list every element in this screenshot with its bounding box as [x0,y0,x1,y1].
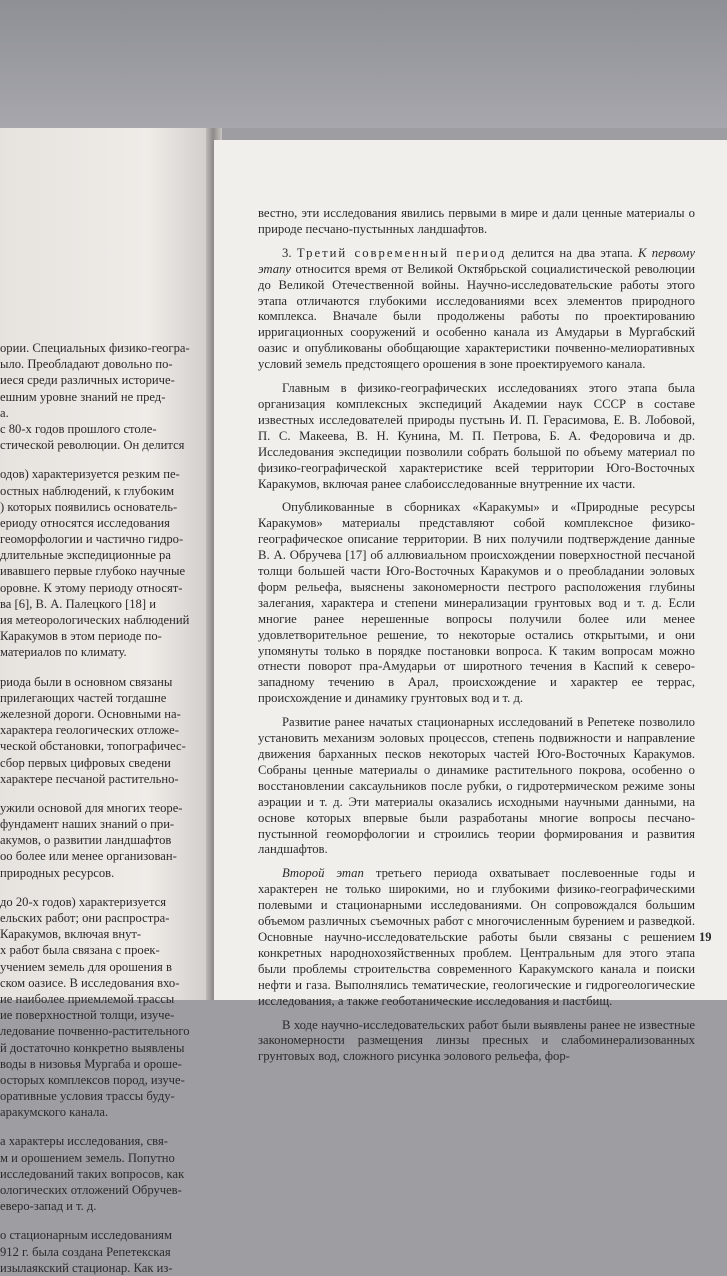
paragraph-gap [0,1214,200,1227]
paragraph-repetek-station: Развитие ранее начатых стационарных исследований в Репетеке позволило установить механизм эоловых процессов, степень подвижности и направление движения барханных песков некоторых частей Юго-Восточных Каракумов. Собраны ценные материалы о динамике растительного покрова, особенно о восстановлении саксаульников после рубки, о гидротермическом режиме зоны аэрации и т. д. Эти материалы оказались исходными научными данными, на основе которых впервые были разработаны многие вопросы песчано-пустынной геоморфологии и строились теории формирования и развития ландшафтов. [258,715,695,857]
left-page-line: х работ была связана с проек- [0,943,160,958]
left-page-line: исследований таких вопросов, как [0,1166,185,1181]
page-number: 19 [699,930,712,944]
right-page [214,140,727,1064]
paragraph-intro: вестно, эти исследования явились первыми в мире и дали ценные материалы о природе песчано-пустынных ландшафтов. [258,206,695,236]
left-page-line: ) которых появились основатель- [0,499,178,514]
third-period-number: 3. [282,245,297,260]
second-stage-text: третьего периода охватывает послевоенные годы и характерен не только широкими, но и глубокими физико-географическими полевыми и стационарными исследованиями. Он сопровождался большим объемом различных съемочных работ с многочисленным бурением и разведкой. Основные научно-исследовательские работы были связаны с решением конкретных народнохозяйственных проблем. Центральным для этого этапа были проблемы строительства современного Каракумского канала и поиски нефти и газа. Выполнялись тематические, геологические и гидрогеологические исследования, а также геоботанические исследования и пастбищ. [258,866,695,1008]
left-page-line: учением земель для орошения в [0,959,172,974]
left-page-line: м и орошением земель. Попутно [0,1150,175,1165]
left-page-line: воды в низовья Мургаба и ороше- [0,1056,182,1071]
paragraph-gap [0,881,200,894]
left-page-line: ледование почвенно-растительного [0,1024,190,1039]
left-page-line: ужили основой для многих теоре- [0,800,183,815]
left-page-line: а. [0,405,9,420]
left-page-line: ериоду относятся исследования [0,515,170,530]
left-page-line: до 20-х годов) характеризуется [0,894,167,909]
paragraph-research-results: В ходе научно-исследовательских работ были выявлены ранее не известные закономерности размещения линзы пресных и слабоминерализованных грунтовых вод, сложного рисунка эолового рельефа, фор- [258,1017,695,1064]
left-page-line: фундамент наших знаний о при- [0,817,175,832]
second-stage-label: Второй этап [282,866,364,881]
paragraph-gap [0,661,200,674]
left-page-line: риода были в основном связаны [0,674,173,689]
left-page-line: железной дороги. Основными на- [0,706,181,721]
left-page-line: оо более или менее организован- [0,849,177,864]
left-page-line: характере песчаной растительно- [0,771,179,786]
left-page-line: й достаточно конкретно выявлены [0,1040,185,1055]
left-page-line: еверо-запад и т. д. [0,1199,97,1214]
left-page-line: характера геологических отложе- [0,723,179,738]
left-page-line: изылаякский стационар. Как из- [0,1260,173,1275]
paragraph-gap [0,1120,200,1133]
paragraph-karakum-collections: Опубликованные в сборниках «Каракумы» и «Природные ресурсы Каракумов» материалы представляют собой комплексное физико-географическое описание территории. В них получили подтверждение данные В. А. Обручева [17] об аллювиальном происхождении поверхностной песчаной толщи большей части Юго-Восточных Каракумов и о преобладании эоловых форм рельефа, выяснены закономерности пестрого расположения глубины залегания, характера и степени минерализации грунтовых вод и т. д. Если многие ранее нерешенные вопросы получили более или менее удовлетворительное решение, то некоторые остались открытыми, и они упомянуты только в порядке постановки вопроса. К таким вопросам можно отнести поворот пра-Амударьи от широтного течения в Каспий к северо-западному течению в Арал, происхождение и характер ее террас, происхождение и динамику грунтовых вод и т. д. [258,500,695,706]
left-page-line: ия метеорологических наблюдений [0,613,190,627]
left-page-line: осторых комплексов пород, изуче- [0,1072,185,1087]
left-page-line: 912 г. была создана Репетекская [0,1244,171,1259]
left-page-line: ва [6], В. А. Палецкого [18] и [0,596,156,611]
left-page-line: природных ресурсов. [0,865,115,880]
left-page-line: о стационарным исследованиям [0,1228,172,1243]
left-page-line: стической революции. Он делится [0,438,185,453]
left-page-line: ие наиболее приемлемой трассы [0,991,175,1006]
left-page-line: ории. Специальных физико-геогра- [0,341,190,355]
left-page-line: ологических отложений Обручев- [0,1183,182,1197]
left-page-line: сбор первых цифровых сведени [0,755,171,770]
left-page-line: оративные условия трассы буду- [0,1089,175,1104]
left-page-line: с 80-х годов прошлого столе- [0,421,157,436]
left-page-line: ие поверхностной толщи, изуче- [0,1008,175,1023]
first-stage-label: К первому этапу [258,245,695,276]
left-page-line: ском оазисе. В исследования вхо- [0,975,180,990]
left-page-line: ческой обстановки, топографичес- [0,739,186,754]
left-page-line: Каракумов в этом периоде по- [0,629,162,644]
left-page-line: остных наблюдений, к глубоким [0,483,175,498]
paragraph-second-stage [258,866,695,1009]
left-page-line: геоморфологии и частично гидро- [0,532,184,547]
left-page-line: аракумского канала. [0,1105,109,1120]
right-page-text [258,206,695,1073]
left-page-line: Каракумов, включая внут- [0,927,142,942]
left-page-line: иеся среди различных историче- [0,373,175,388]
left-page-line: ешним уровне знаний не пред- [0,389,166,404]
left-page-line: акумов, о развитии ландшафтов [0,833,172,848]
third-period-text: относится время от Великой Октябрьской социалистической революции до Великой Отечественной войны. Научно-исследовательские работы этого этапа отличаются глубокими исследованиями всех элементов природного комплекса. Вначале были продолжены работы по проектированию ирригационных сооружений и особенно канала из Амударьи в Мургабский оазис и опубликованы обобщающие характеристики почвенно-мелиоративных условий земель предстоящего орошения в зоне проектируемого канала. [258,261,695,372]
left-page-line: ивавшего первые глубоко научные [0,564,186,579]
paragraph-gap [0,453,200,466]
left-page-line: ельских работ; они распростра- [0,911,170,925]
paragraph-third-period [258,246,695,373]
background-top [0,0,727,128]
left-page-text [0,340,200,1276]
left-page-line: материалов по климату. [0,645,127,660]
left-page-line: ыло. Преобладают довольно по- [0,357,173,372]
left-page-line: прилегающих частей тогдашне [0,690,167,705]
third-period-heading: Третий современный период [296,245,507,260]
left-page-line: одов) характеризуется резким пе- [0,467,180,482]
left-page [0,128,212,1275]
paragraph-gap [0,787,200,800]
paragraph-expeditions: Главным в физико-географических исследованиях этого этапа была организация комплексных экспедиций Академии наук СССР в составе известных исследователей природы пустынь И. П. Герасимова, Е. В. Лобовой, П. С. Макеева, В. Н. Кунина, М. П. Петрова, Б. А. Федоровича и др. Исследования экспедиции позволили собрать большой по объему материал по физико-географической характеристике всей территории Юго-Восточных Каракумов, включая ранее слабоисследованные внутренние их части. [258,381,695,491]
left-page-line: длительные экспедиционные ра [0,548,171,563]
left-page-line: а характеры исследования, свя- [0,1134,168,1149]
third-period-mid: делится на два этапа. [506,245,638,260]
left-page-line: оровне. К этому периоду относят- [0,580,183,595]
